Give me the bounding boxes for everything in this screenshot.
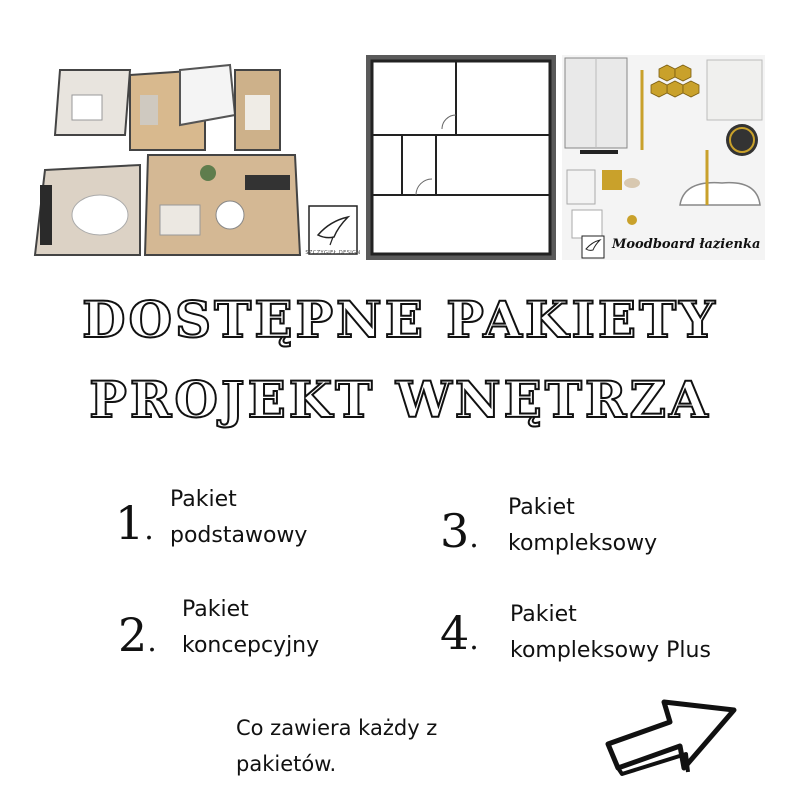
apartment-render-illustration xyxy=(30,55,302,260)
package-title: Pakiet xyxy=(182,597,249,622)
package-number-dot: . xyxy=(147,624,157,659)
moodboard-label: Moodboard łazienka xyxy=(612,237,761,252)
moodboard-bird-logo-icon xyxy=(581,235,605,259)
package-2-label xyxy=(182,592,319,664)
package-title: Pakiet xyxy=(508,495,575,520)
brand-name: SZCZYGIEŁ DESIGN xyxy=(305,250,361,256)
package-2-number xyxy=(118,608,157,662)
apartment-render-image xyxy=(30,55,302,260)
package-3-label xyxy=(508,490,657,562)
package-1-number xyxy=(115,496,154,550)
package-subtitle: kompleksowy Plus xyxy=(510,638,711,663)
package-subtitle: kompleksowy xyxy=(508,531,658,556)
package-number-digit: 2 xyxy=(118,608,148,662)
package-number-dot: . xyxy=(144,512,154,547)
arrow-right-icon[interactable] xyxy=(600,682,740,778)
package-1-label xyxy=(170,482,307,554)
package-number-dot: . xyxy=(469,622,479,657)
package-3-number xyxy=(440,504,479,558)
package-number-digit: 4 xyxy=(440,606,470,660)
bathroom-moodboard-image xyxy=(562,55,765,260)
package-4-number xyxy=(440,606,479,660)
package-subtitle: podstawowy xyxy=(170,523,308,548)
package-number-dot: . xyxy=(469,520,479,555)
footer-line-1: Co zawiera każdy z xyxy=(236,716,438,740)
headline-line-1: DOSTĘPNE PAKIETY xyxy=(82,290,718,349)
package-number-digit: 3 xyxy=(440,504,470,558)
package-title: Pakiet xyxy=(170,487,237,512)
footer-note xyxy=(236,710,437,782)
bird-logo-icon xyxy=(308,205,358,255)
floor-plan-image xyxy=(366,55,556,260)
package-title: Pakiet xyxy=(510,602,577,627)
package-number-digit: 1 xyxy=(115,496,145,550)
moodboard-illustration xyxy=(562,55,765,260)
floor-plan-illustration xyxy=(366,55,556,260)
package-4-label xyxy=(510,597,711,669)
headline-line-2: PROJEKT WNĘTRZA xyxy=(89,370,711,429)
footer-line-2: pakietów. xyxy=(236,752,337,776)
package-subtitle: koncepcyjny xyxy=(182,633,320,658)
